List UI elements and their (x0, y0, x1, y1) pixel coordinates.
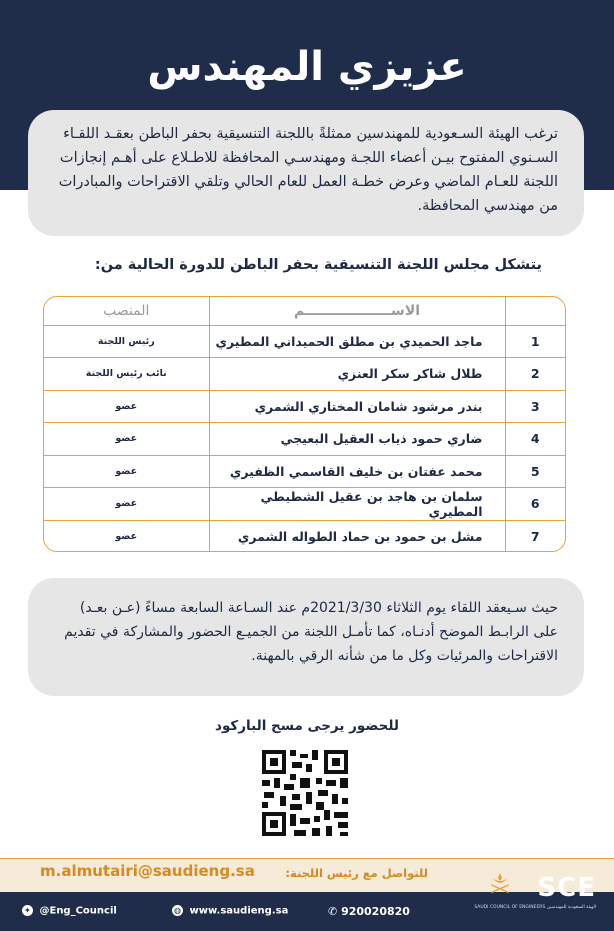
table-row (44, 390, 565, 423)
table-header-row (44, 297, 565, 325)
member-num: 6 (505, 488, 565, 521)
member-num: 1 (505, 325, 565, 358)
twitter-icon: ✦ (22, 905, 33, 916)
logo-subtitle: الهيئة السعودية للمهندسين SAUDI COUNCIL OF ENGINEERS (474, 905, 596, 910)
table-row (44, 423, 565, 456)
twitter-handle-text: @Eng_Council (39, 905, 117, 917)
table-row (44, 325, 565, 358)
page-title: عزيزي المهندس (147, 44, 467, 90)
globe-icon: ◍ (172, 905, 183, 916)
website-link[interactable] (172, 905, 288, 917)
council-table (43, 296, 566, 552)
member-position: عضو (44, 423, 209, 456)
member-name: طلال شاكر سكر العنزي (209, 358, 505, 391)
phone-text: 920020820 (341, 905, 410, 918)
member-num: 4 (505, 423, 565, 456)
meeting-notice-text: حيث سـيعقد اللقاء يوم الثلاثاء 2021/3/30م عند السـاعة السابعة مساءً (عـن بعـد) على الرابـط الموضح أدنـاه، كما تأمـل اللجنة من الجميـع الحضور والمشاركة في تقديم الاقتراحات والمرئيات وكل ما من شأنه الرقي بالمهنة. (64, 600, 558, 664)
member-name: مشل بن حمود بن حماد الطواله الشمري (209, 520, 505, 552)
qr-code-icon[interactable] (260, 748, 350, 838)
member-name: بندر مرشود شامان المختاري الشمري (209, 390, 505, 423)
table-row (44, 358, 565, 391)
website-text: www.saudieng.sa (189, 905, 289, 917)
phone-icon: ✆ (328, 905, 338, 918)
member-num: 5 (505, 455, 565, 488)
table-row (44, 488, 565, 521)
phone-number[interactable] (328, 905, 410, 918)
member-name: محمد عفتان بن خليف القاسمي الظفيري (209, 455, 505, 488)
emblem-icon (488, 872, 512, 894)
qr-caption: للحضور يرجى مسح الباركود (215, 718, 399, 734)
header-name: الاسـ‍ـــــــــــــــــم (209, 297, 505, 325)
member-num: 2 (505, 358, 565, 391)
table-row (44, 520, 565, 552)
member-position: عضو (44, 488, 209, 521)
intro-text: ترغب الهيئة السـعودية للمهندسين ممثلةً باللجنة التنسيقية بحفر الباطن بعقـد اللقـاء السـنوي المفتوح بيـن أعضاء اللجـة ومهندسـي المحافظة للاطـلاع على أهـم إنجازات اللجنة للعـام الماضي وعرض خطـة العمل للعام الحالي وتلقي الاقتراحات والمبادرات من مهندسي المحافظة. (58, 126, 558, 214)
member-name: سلمان بن هاجد بن عقيل الشطيطي المطيري (209, 488, 505, 521)
header-num (505, 297, 565, 325)
member-position: رئيس اللجنة (44, 325, 209, 358)
member-position: عضو (44, 390, 209, 423)
contact-label: للتواصل مع رئيس اللجنة: (285, 866, 428, 880)
intro-box (28, 110, 584, 236)
member-num: 7 (505, 520, 565, 552)
member-position: عضو (44, 455, 209, 488)
meeting-notice-box (28, 578, 584, 696)
member-name: ضاري حمود ذياب العقيل البعيجي (209, 423, 505, 456)
header-position: المنصب (44, 297, 209, 325)
contact-email-link[interactable]: m.almutairi@saudieng.sa (40, 862, 255, 880)
member-num: 3 (505, 390, 565, 423)
twitter-handle[interactable] (22, 905, 117, 917)
logo-text: SCE (537, 873, 596, 903)
member-position: نائب رئيس اللجنة (44, 358, 209, 391)
member-position: عضو (115, 531, 138, 542)
council-heading: يتشكل مجلس اللجنة التنسيقية بحفر الباطن للدورة الحالية من: (94, 257, 542, 273)
table-row (44, 455, 565, 488)
member-name: ماجد الحميدي بن مطلق الحميداني المطيري (209, 325, 505, 358)
